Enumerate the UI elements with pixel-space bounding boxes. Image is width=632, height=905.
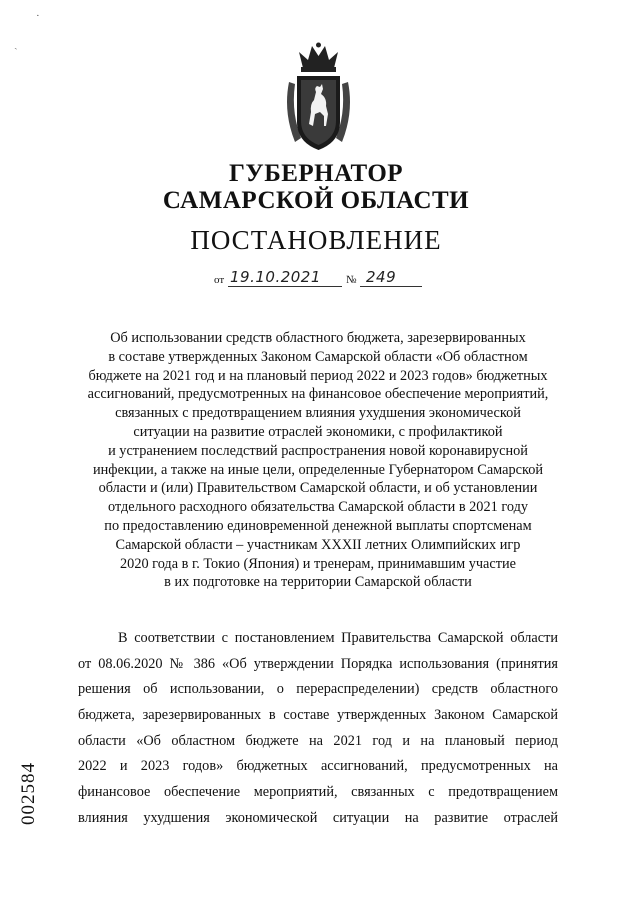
subject-line: в составе утвержденных Законом Самарской области «Об областном <box>108 348 528 365</box>
subject-line: по предоставлению единовременной денежной выплаты спортсменам <box>104 517 532 534</box>
document-subject <box>78 329 558 592</box>
scan-mark: · <box>36 10 40 22</box>
subject-line: связанных с предотвращением влияния ухудшения экономической <box>115 405 521 422</box>
document-meta <box>214 268 434 290</box>
body-line: области «Об областном бюджете на 2021 год и на плановый период <box>78 732 558 749</box>
authority-title-line1: ГУБЕРНАТОР <box>228 160 404 187</box>
body-line: финансовое обеспечение мероприятий, связанных с предотвращением <box>78 784 558 801</box>
body-line: от 08.06.2020 № 386 «Об утверждении Порядка использования (принятия <box>78 655 558 672</box>
subject-line: ситуации на развитие отраслей экономики, с профилактикой <box>133 423 503 440</box>
authority-title-line2: САМАРСКОЙ ОБЛАСТИ <box>162 187 470 214</box>
subject-line: Самарской области – участникам XXXII летних Олимпийских игр <box>115 536 521 553</box>
samara-coat-of-arms-icon <box>281 42 356 154</box>
number-underline <box>360 286 422 287</box>
subject-line: Об использовании средств областного бюджета, зарезервированных <box>110 330 526 346</box>
subject-line: 2020 года в г. Токио (Япония) и тренерам, принимавшим участие <box>120 555 516 572</box>
scan-mark: ˏ <box>14 38 18 50</box>
registration-number: 002584 <box>18 762 39 825</box>
number-label: № <box>346 274 357 286</box>
date-label: от <box>214 274 225 286</box>
body-line: влияния ухудшения экономической ситуации на развитие отраслей <box>78 809 558 826</box>
subject-line: инфекции, а также на иные цели, определенные Губернатором Самарской <box>93 461 543 478</box>
body-line: решения об использовании, о перераспределении) средств областного <box>78 681 558 698</box>
body-line: 2022 и 2023 годов» бюджетных ассигнований, предусмотренных на <box>78 758 558 775</box>
subject-line: бюджете на 2021 год и на плановый период 2022 и 2023 годов» бюджетных <box>88 367 548 384</box>
subject-line: и устранением последствий распространения новой коронавирусной <box>108 442 528 459</box>
date-underline <box>228 286 342 287</box>
subject-line: в их подготовке на территории Самарской области <box>164 574 472 591</box>
document-type: ПОСТАНОВЛЕНИЕ <box>190 225 442 255</box>
date-value: 19.10.2021 <box>230 268 321 286</box>
subject-line: области и (или) Правительством Самарской области, и об установлении <box>98 480 538 497</box>
number-value: 249 <box>366 268 397 286</box>
body-line: В соответствии с постановлением Правительства Самарской области <box>118 630 558 646</box>
subject-line: ассигнований, предусмотренных на финансовое обеспечение мероприятий, <box>87 386 549 403</box>
body-paragraph <box>78 626 558 832</box>
subject-line: отдельного расходного обязательства Самарской области в 2021 году <box>108 499 528 516</box>
body-line: бюджета, зарезервированных в составе утвержденных Законом Самарской <box>78 707 558 724</box>
